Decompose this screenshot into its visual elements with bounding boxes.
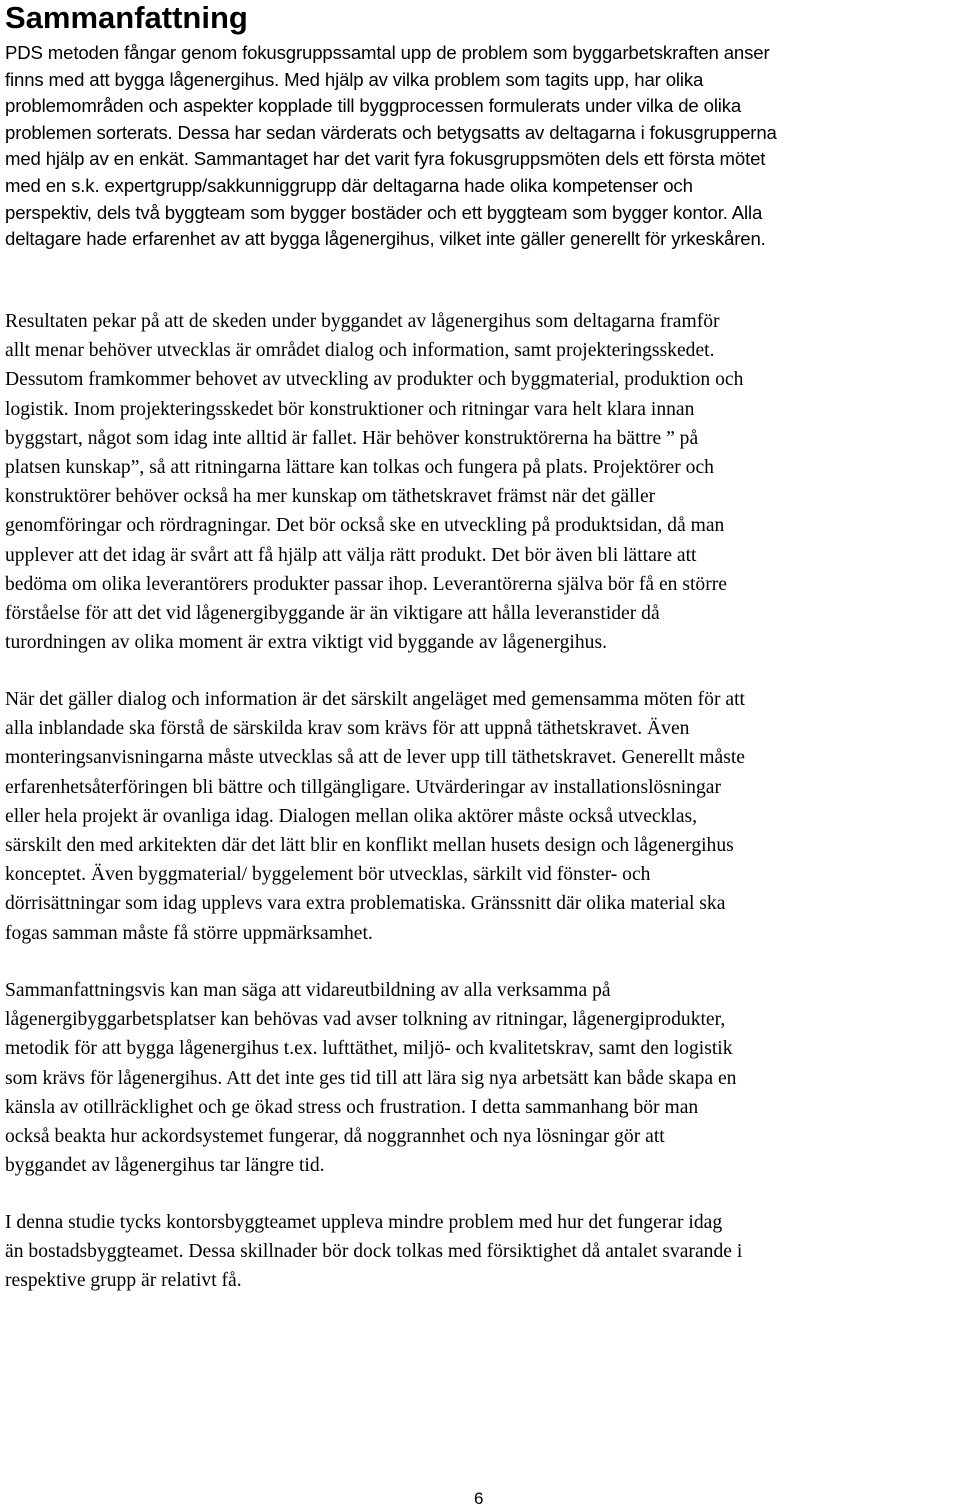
paragraph-dialog bbox=[5, 685, 957, 948]
text-line: konstruktörer behöver också ha mer kunskap om täthetskravet främst när det gäller bbox=[5, 486, 656, 508]
text-line: än bostadsbyggteamet. Dessa skillnader bör dock tolkas med försiktighet då antalet svarande i bbox=[5, 1241, 743, 1263]
text-line: finns med att bygga lågenergihus. Med hjälp av vilka problem som tagits upp, har olika bbox=[5, 68, 704, 90]
text-line: När det gäller dialog och information är det särskilt angeläget med gemensamma möten för att bbox=[5, 689, 745, 710]
text-line: perspektiv, dels två byggteam som bygger bostäder och ett byggteam som bygger kontor. Alla bbox=[5, 201, 763, 223]
text-line: med en s.k. expertgrupp/sakkunniggrupp där deltagarna hade olika kompetenser och bbox=[5, 174, 693, 196]
section-heading: Sammanfattning bbox=[5, 0, 248, 35]
text-line: problemområden och aspekter kopplade till byggprocessen formulerats under vilka de olika bbox=[5, 95, 742, 117]
text-line: metodik för att bygga lågenergihus t.ex. lufttäthet, miljö- och kvalitetskrav, samt den logistik bbox=[5, 1038, 733, 1060]
text-line: erfarenhetsåterföringen bli bättre och tillgängligare. Utvärderingar av installationslösningar bbox=[5, 776, 721, 798]
text-line: Dessutom framkommer behovet av utveckling av produkter och byggmaterial, produktion och bbox=[5, 369, 744, 391]
text-line: lågenergibyggarbetsplatser kan behövas vad avser tolkning av ritningar, lågenergiprodukter, bbox=[5, 1009, 726, 1031]
text-line: allt menar behöver utvecklas är området dialog och information, samt projekteringsskedet. bbox=[5, 340, 715, 362]
text-line: förståelse för att det vid lågenergibyggande är än viktigare att hålla leveranstider då bbox=[5, 603, 660, 625]
text-line: genomföringar och rördragningar. Det bör också ske en utveckling på produktsidan, då man bbox=[5, 515, 725, 537]
text-line: som krävs för lågenergihus. Att det inte ges tid till att lära sig nya arbetsätt kan både skapa en bbox=[5, 1067, 737, 1089]
text-line: alla inblandade ska förstå de särskilda krav som krävs för att uppnå täthetskravet. Även bbox=[5, 718, 690, 740]
paragraph-results bbox=[5, 307, 957, 657]
paragraph-intro bbox=[5, 40, 957, 253]
text-line: känsla av otillräcklighet och ge ökad stress och frustration. I detta sammanhang bör man bbox=[5, 1096, 699, 1118]
text-line: eller hela projekt är ovanliga idag. Dialogen mellan olika aktörer måste också utvecklas, bbox=[5, 805, 698, 827]
document-page bbox=[5, 0, 957, 1292]
text-line: med hjälp av en enkät. Sammantaget har det varit fyra fokusgruppsmöten dels ett första mötet bbox=[5, 148, 766, 170]
page-number: 6 bbox=[474, 1489, 484, 1508]
text-line: byggstart, något som idag inte alltid är fallet. Här behöver konstruktörerna ha bättre ” på bbox=[5, 427, 699, 449]
text-line: Resultaten pekar på att de skeden under byggandet av lågenergihus som deltagarna framför bbox=[5, 311, 720, 332]
text-line: dörrisättningar som idag upplevs vara extra problematiska. Gränssnitt där olika material ska bbox=[5, 893, 726, 915]
text-line: platsen kunskap”, så att ritningarna lättare kan tolkas och fungera på plats. Projektörer och bbox=[5, 457, 714, 479]
text-line: också beakta hur ackordsystemet fungerar, då noggrannhet och nya lösningar gör att bbox=[5, 1126, 665, 1148]
text-line: monteringsanvisningarna måste utvecklas så att de lever upp till täthetskravet. Generellt måste bbox=[5, 747, 745, 769]
text-line: respektive grupp är relativt få. bbox=[5, 1270, 242, 1292]
text-line: I denna studie tycks kontorsbyggteamet uppleva mindre problem med hur det fungerar idag bbox=[5, 1212, 723, 1233]
text-line: konceptet. Även byggmaterial/ byggelement bör utvecklas, särkilt vid fönster- och bbox=[5, 864, 651, 886]
text-line: problemen sorterats. Dessa har sedan värderats och betygsatts av deltagarna i fokusgrupperna bbox=[5, 121, 777, 143]
text-line: deltagare hade erfarenhet av att bygga lågenergihus, vilket inte gäller generellt för yrkeskåren. bbox=[5, 228, 766, 250]
text-line: upplever att det idag är svårt att få hjälp att välja rätt produkt. Det bör även bli lättare att bbox=[5, 544, 697, 566]
text-line: särskilt den med arkitekten där det lätt blir en konflikt mellan husets design och lågenergihus bbox=[5, 835, 734, 857]
paragraph-summary bbox=[5, 976, 957, 1180]
text-line: turordningen av olika moment är extra viktigt vid byggande av lågenergihus. bbox=[5, 632, 607, 654]
text-line: PDS metoden fångar genom fokusgruppssamtal upp de problem som byggarbetskraften anser bbox=[5, 42, 770, 63]
paragraph-study-note bbox=[5, 1208, 957, 1296]
text-line: fogas samman måste få större uppmärksamhet. bbox=[5, 922, 373, 944]
text-line: Sammanfattningsvis kan man säga att vidareutbildning av alla verksamma på bbox=[5, 980, 611, 1001]
text-line: byggandet av lågenergihus tar längre tid. bbox=[5, 1155, 325, 1177]
text-line: bedöma om olika leverantörers produkter passar ihop. Leverantörerna själva bör få en större bbox=[5, 573, 727, 595]
text-line: logistik. Inom projekteringsskedet bör konstruktioner och ritningar vara helt klara innan bbox=[5, 398, 695, 420]
